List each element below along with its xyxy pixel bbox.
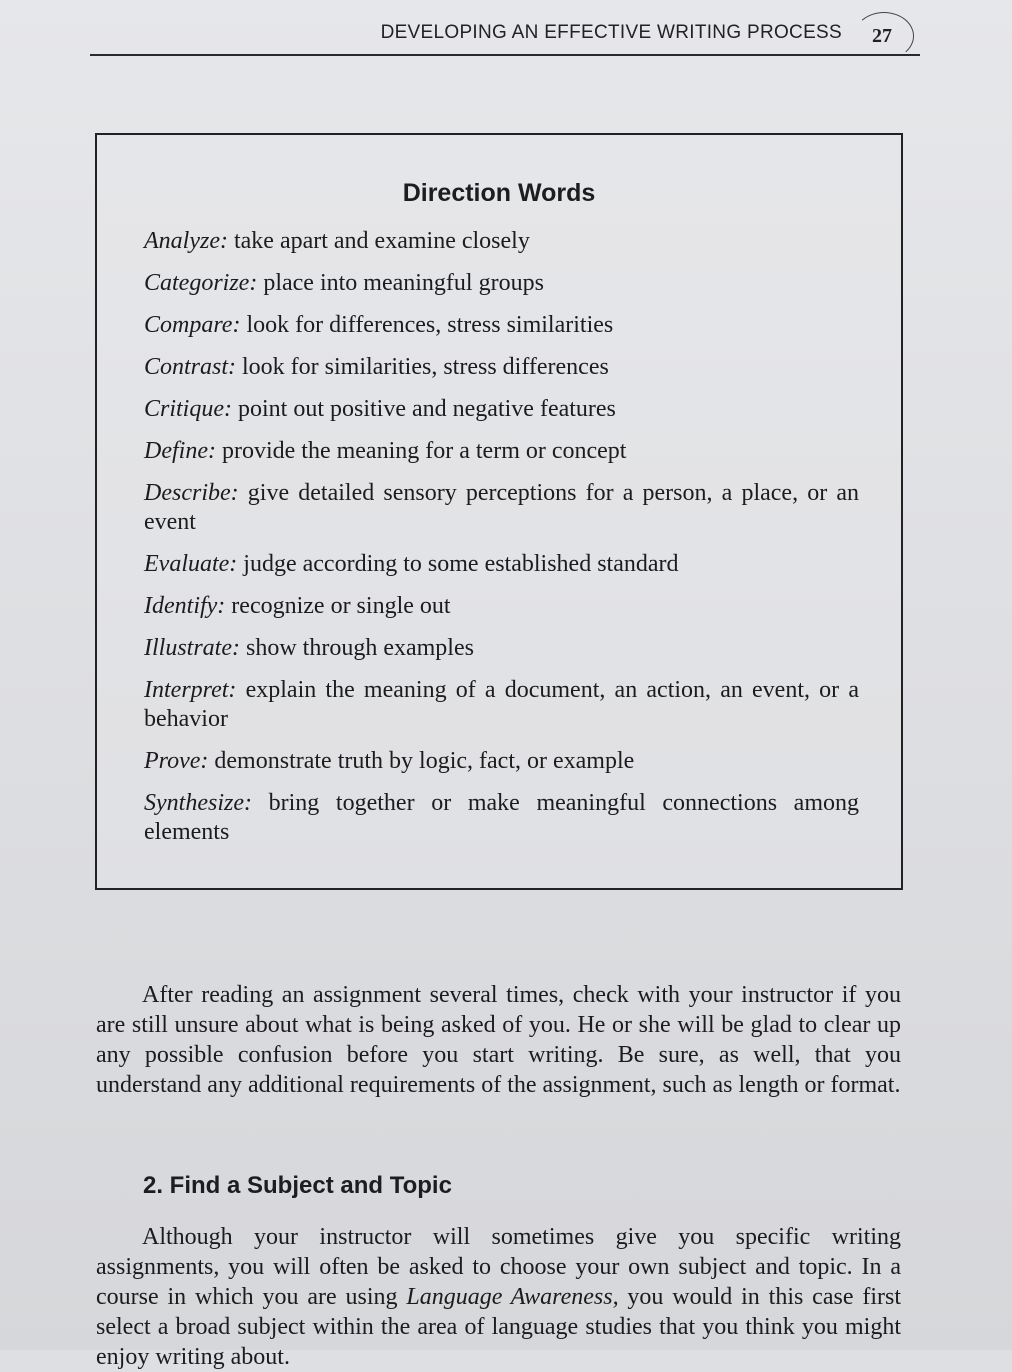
direction-word-term: Identify: [144, 593, 226, 619]
direction-word-entry [144, 550, 859, 579]
direction-word-entry [144, 437, 859, 466]
running-header [90, 18, 920, 56]
running-header-title: DEVELOPING AN EFFECTIVE WRITING PROCESS [380, 22, 842, 43]
direction-words-box [95, 133, 903, 890]
direction-word-term: Analyze: [144, 228, 228, 254]
direction-word-term: Synthesize: [144, 790, 252, 816]
direction-word-entry [144, 676, 859, 734]
direction-word-definition: give detailed sensory perceptions for a person, a place, or an event [144, 480, 860, 535]
direction-word-term: Illustrate: [144, 635, 240, 661]
direction-word-entry [144, 634, 859, 663]
direction-word-definition: judge according to some established standard [243, 551, 679, 577]
paragraph-text: Although your instructor will sometimes give you specific writing assignments, you will often be asked to choose your own subject and topic. In a course in which you are using [96, 1224, 901, 1310]
direction-word-definition: recognize or single out [231, 593, 451, 619]
direction-word-term: Interpret: [144, 677, 237, 703]
direction-word-term: Prove: [144, 748, 209, 774]
direction-words-list [144, 227, 859, 860]
direction-word-definition: place into meaningful groups [263, 270, 544, 296]
direction-word-definition: point out positive and negative features [238, 396, 616, 422]
page-number: 27 [854, 12, 914, 60]
direction-word-term: Define: [144, 438, 216, 464]
direction-word-term: Evaluate: [144, 551, 238, 577]
section-heading: 2. Find a Subject and Topic [143, 1172, 452, 1199]
paragraph-text: you would in this case first select a broad subject within the area of language studies that you think you might enjoy writing about. [96, 1284, 901, 1370]
direction-word-definition: explain the meaning of a document, an action, an event, or a behavior [144, 677, 860, 732]
direction-word-entry [144, 592, 859, 621]
direction-word-definition: look for similarities, stress differences [242, 354, 609, 380]
direction-word-term: Compare: [144, 312, 241, 338]
direction-word-entry [144, 269, 859, 298]
direction-word-definition: look for differences, stress similarities [246, 312, 614, 338]
direction-word-definition: provide the meaning for a term or concept [221, 438, 627, 464]
direction-word-entry [144, 311, 859, 340]
direction-word-entry [144, 353, 859, 382]
direction-word-term: Contrast: [144, 354, 237, 380]
direction-word-entry [144, 227, 859, 256]
body-paragraph: After reading an assignment several times, check with your instructor if you are still unsure about what is being asked of you. He or she will be glad to clear up any possible confusion before you start writing. Be sure, as well, that you understand any additional requirements of the assignment, such as length or format. [96, 982, 901, 1098]
direction-word-term: Categorize: [144, 270, 258, 296]
direction-word-entry [144, 395, 859, 424]
direction-word-definition: show through examples [246, 635, 474, 661]
direction-word-entry [144, 789, 859, 847]
direction-word-term: Describe: [144, 480, 239, 506]
direction-word-definition: demonstrate truth by logic, fact, or example [214, 748, 635, 774]
direction-word-definition: bring together or make meaningful connections among elements [144, 790, 860, 845]
direction-words-title: Direction Words [402, 179, 596, 207]
book-title: Language Awareness, [406, 1284, 619, 1310]
direction-word-definition: take apart and examine closely [233, 228, 530, 254]
direction-word-entry [144, 747, 859, 776]
direction-word-entry [144, 479, 859, 537]
direction-word-term: Critique: [144, 396, 232, 422]
